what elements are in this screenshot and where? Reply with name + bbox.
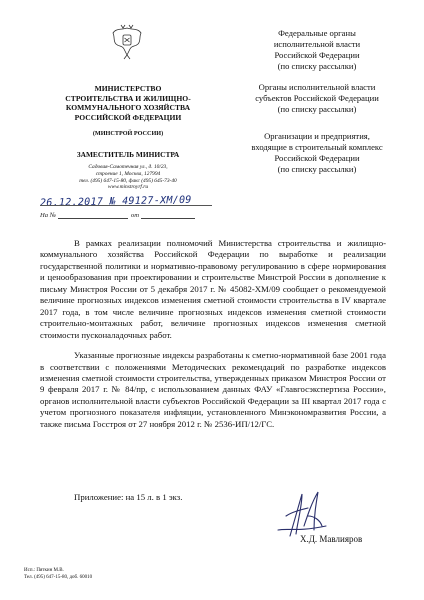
attachment-note: Приложение: на 15 л. в 1 экз. [74,492,183,502]
recipient-line: Российской Федерации [274,50,360,60]
recipient-line: Российской Федерации [274,153,360,163]
recipient-block [232,28,402,72]
address-line: тел. (495) 647-15-80, факс (495) 645-73-40 [79,177,177,184]
ref-label-no: На № [40,212,56,219]
sender-position: ЗАМЕСТИТЕЛЬ МИНИСТРА [76,150,180,159]
recipient-block [232,131,402,175]
executor-info [24,568,92,582]
ministry-name [38,84,218,122]
recipient-line: исполнительной власти [273,39,361,49]
body-paragraph: Указанные прогнозные индексы разработаны к сметно-нормативной базе 2001 года в соответствии с положениями Методических рекомендаций по разработке индексов изменения сметной стоимости строительства, утвержденных приказом Минстроя России от 9 февраля 2017 г. № 84/пр, с использованием данных ФАУ «Главгосэкспертиза России», органов исполнительной власти субъектов Российской Федерации за III квартал 2017 года с учетом прогнозного показателя инфляции, установленного Минэкономразвития России, а также письма Госстроя от 27 ноября 2012 г. № 2536-ИП/12/ГС. [40,350,386,429]
ref-label-from: от [130,212,139,219]
address-line: Садовая-Самотечная ул., д. 10/23, [88,164,168,170]
body-paragraph: В рамках реализации полномочий Министерства строительства и жилищно-коммунального хозяйства Российской Федерации по выработке и реализации государственной политики и нормативно-правовому регулированию в сфере нормирования и ценообразования при проектировании и строительстве Минстрой России в дополнение к письму Минстроя России от 5 декабря 2017 г. № 45082-ХМ/09 сообщает о рекомендуемой величине прогнозных индексов изменения сметной стоимости строительства в IV квартале 2017 года, в том числе величине прогнозных индексов изменения сметной стоимости строительно-монтажных работ, величине прогнозных индексов изменения сметной стоимости пусконаладочных работ. [40,238,386,340]
letter-body [40,238,386,430]
ref-number-blank [58,218,128,219]
executor-line: Исп.: Пяткин М.В. [24,568,64,573]
ministry-line: СТРОИТЕЛЬСТВА И ЖИЛИЩНО- [65,93,191,103]
recipient-line: (по списку рассылки) [277,104,357,114]
address-line: www.minstroyrf.ru [107,184,149,191]
recipient-line: Органы исполнительной власти [258,82,376,92]
recipient-line: входящие в строительный комплекс [251,142,383,152]
ministry-line: КОММУНАЛЬНОГО ХОЗЯЙСТВА [65,103,191,113]
divider [40,205,212,206]
address-line: строение 1, Москва, 127994 [95,170,161,177]
ref-date-blank [141,218,195,219]
recipient-line: (по списку рассылки) [277,61,357,71]
recipient-line: Организации и предприятия, [264,131,370,141]
coat-of-arms-icon [110,22,144,60]
recipient-line: (по списку рассылки) [277,164,357,174]
outgoing-number: 26.12.2017 № 49127-ХМ/09 [39,194,192,209]
ministry-line: РОССИЙСКОЙ ФЕДЕРАЦИИ [74,112,182,122]
signer-name: Х.Д. Мавлияров [300,534,363,544]
recipient-block [232,82,402,115]
reference-row [40,212,195,219]
executor-line: Тел. (495) 647-15-80, доб. 60010 [24,574,93,580]
recipient-line: субъектов Российской Федерации [255,93,379,103]
ministry-line: МИНИСТЕРСТВО [94,84,162,93]
recipient-line: Федеральные органы [278,28,356,38]
sender-address [38,164,218,191]
ministry-short-name: (МИНСТРОЙ РОССИИ) [92,130,164,137]
